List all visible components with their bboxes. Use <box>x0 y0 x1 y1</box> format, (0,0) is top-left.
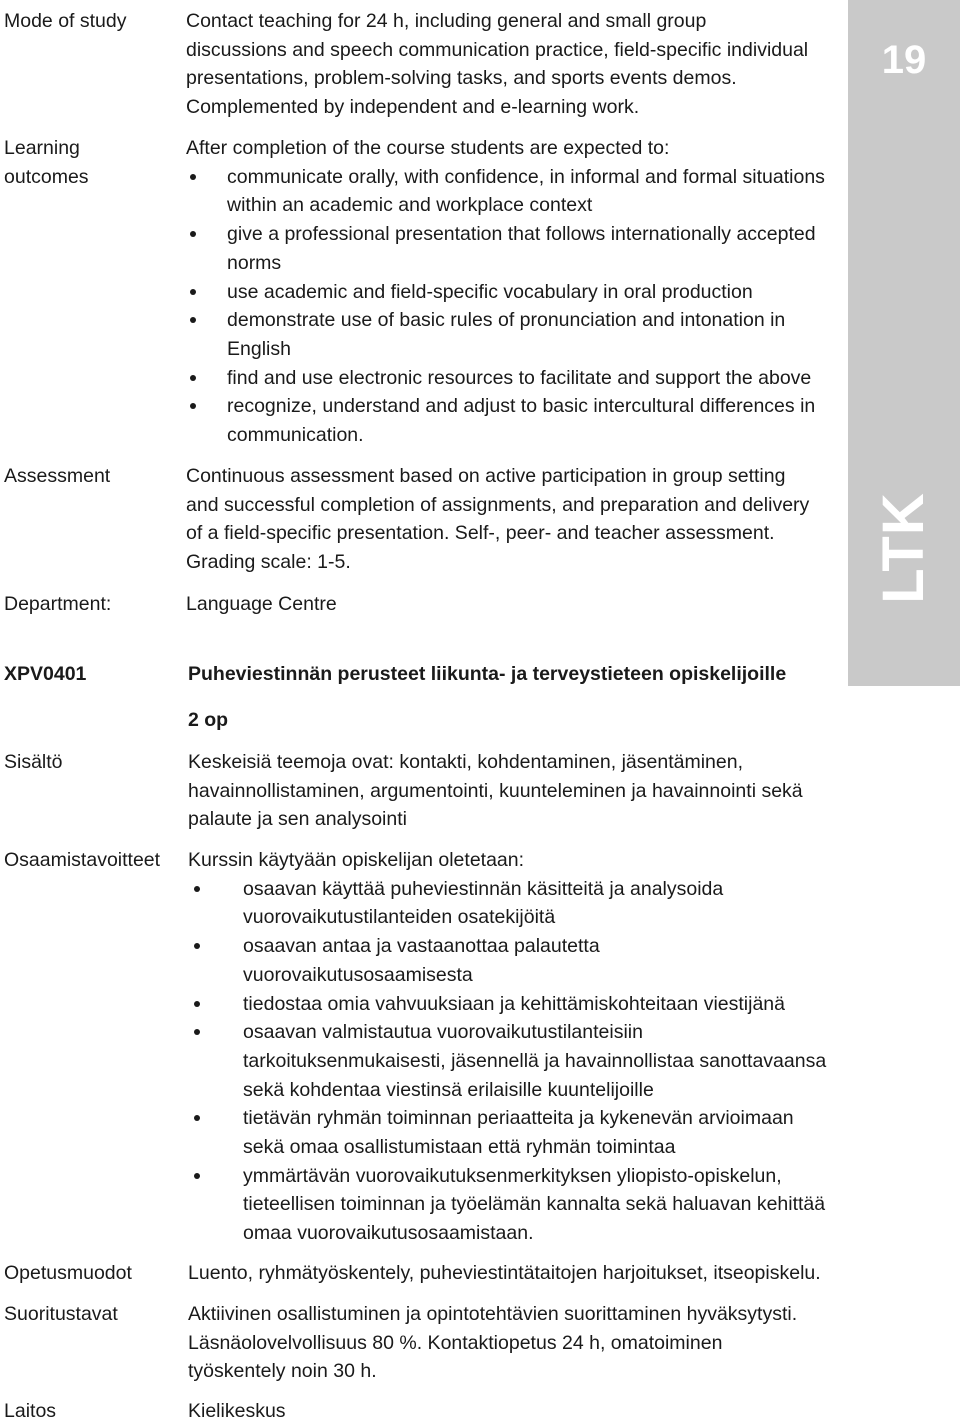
list-item: osaavan antaa ja vastaanottaa palautetta vuorovaikutusosaamisesta <box>188 932 828 989</box>
list-item: tiedostaa omia vahvuuksiaan ja kehittämiskohteitaan viestijänä <box>188 990 828 1019</box>
completion-label: Suoritustavat <box>4 1303 118 1325</box>
department-text: Language Centre <box>186 593 337 615</box>
learning-outcomes-block <box>186 134 831 450</box>
list-item: recognize, understand and adjust to basic intercultural differences in communication. <box>186 392 831 449</box>
fi-outcomes-intro: Kurssin käytyään opiskelijan oletetaan: <box>188 849 525 871</box>
content-text: Keskeisiä teemoja ovat: kontakti, kohdentaminen, jäsentäminen, havainnollistaminen, argumentointi, kuunteleminen ja havainnointi sekä palaute ja sen analysointi <box>188 751 803 831</box>
list-item: tietävän ryhmän toiminnan periaatteita ja kykenevän arvioimaan sekä omaa osallistumistaan että ryhmän toimintaa <box>188 1104 828 1161</box>
fi-outcomes-block <box>188 846 828 1248</box>
list-item: osaavan valmistautua vuorovaikutustilanteisiin tarkoituksenmukaisesti, jäsennellä ja havainnollistaa sanottavaansa sekä kohdentaa viestinsä erilaisille kuuntelijoille <box>188 1018 828 1104</box>
side-tab <box>848 0 960 686</box>
assessment-label: Assessment <box>4 465 111 487</box>
list-item: find and use electronic resources to facilitate and support the above <box>186 364 831 393</box>
department-label: Department: <box>4 593 112 615</box>
page-number: 19 <box>881 38 927 82</box>
list-item: ymmärtävän vuorovaikutuksenmerkityksen yliopisto-opiskelun, tieteellisen toiminnan ja työelämän kannalta sekä haluavan kehittää omaa vuorovaikutusosaamistaan. <box>188 1162 828 1248</box>
side-tab-label: LTK <box>871 492 936 604</box>
outcomes-list <box>186 163 831 450</box>
course-title: Puheviestinnän perusteet liikunta- ja terveystieteen opiskelijoille <box>188 663 787 685</box>
learning-outcomes-label: Learning outcomes <box>4 137 89 188</box>
assessment-text: Continuous assessment based on active participation in group setting and successful completion of assignments, and preparation and delivery of a field-specific presentation. Self-, peer- and teacher assessment. Grading scale: 1-5. <box>186 465 810 574</box>
fi-department-label: Laitos <box>4 1400 57 1422</box>
mode-of-study-label: Mode of study <box>4 10 127 32</box>
course-credits: 2 op <box>188 709 229 731</box>
methods-text: Luento, ryhmätyöskentely, puheviestintätaitojen harjoitukset, itseopiskelu. <box>188 1262 821 1284</box>
list-item: communicate orally, with confidence, in informal and formal situations within an academic and workplace context <box>186 163 831 220</box>
outcomes-intro: After completion of the course students are expected to: <box>186 137 670 159</box>
fi-outcomes-list <box>188 875 828 1248</box>
list-item: use academic and field-specific vocabulary in oral production <box>186 278 831 307</box>
list-item: osaavan käyttää puheviestinnän käsitteitä ja analysoida vuorovaikutustilanteiden osatekijöitä <box>188 875 828 932</box>
course-code: XPV0401 <box>4 663 87 685</box>
content-label: Sisältö <box>4 751 63 773</box>
list-item: demonstrate use of basic rules of pronunciation and intonation in English <box>186 306 831 363</box>
mode-of-study-text: Contact teaching for 24 h, including general and small group discussions and speech communication practice, field-specific individual presentations, problem-solving tasks, and sports events demos. Complemented by independent and e-learning work. <box>186 10 809 119</box>
fi-department-text: Kielikeskus <box>188 1400 286 1422</box>
list-item: give a professional presentation that follows internationally accepted norms <box>186 220 831 277</box>
completion-text: Aktiivinen osallistuminen ja opintotehtävien suorittaminen hyväksytysti. Läsnäolovelvollisuus 80 %. Kontaktiopetus 24 h, omatoiminen työskentely noin 30 h. <box>188 1303 798 1383</box>
methods-label: Opetusmuodot <box>4 1262 132 1284</box>
fi-outcomes-label: Osaamistavoitteet <box>4 849 161 871</box>
